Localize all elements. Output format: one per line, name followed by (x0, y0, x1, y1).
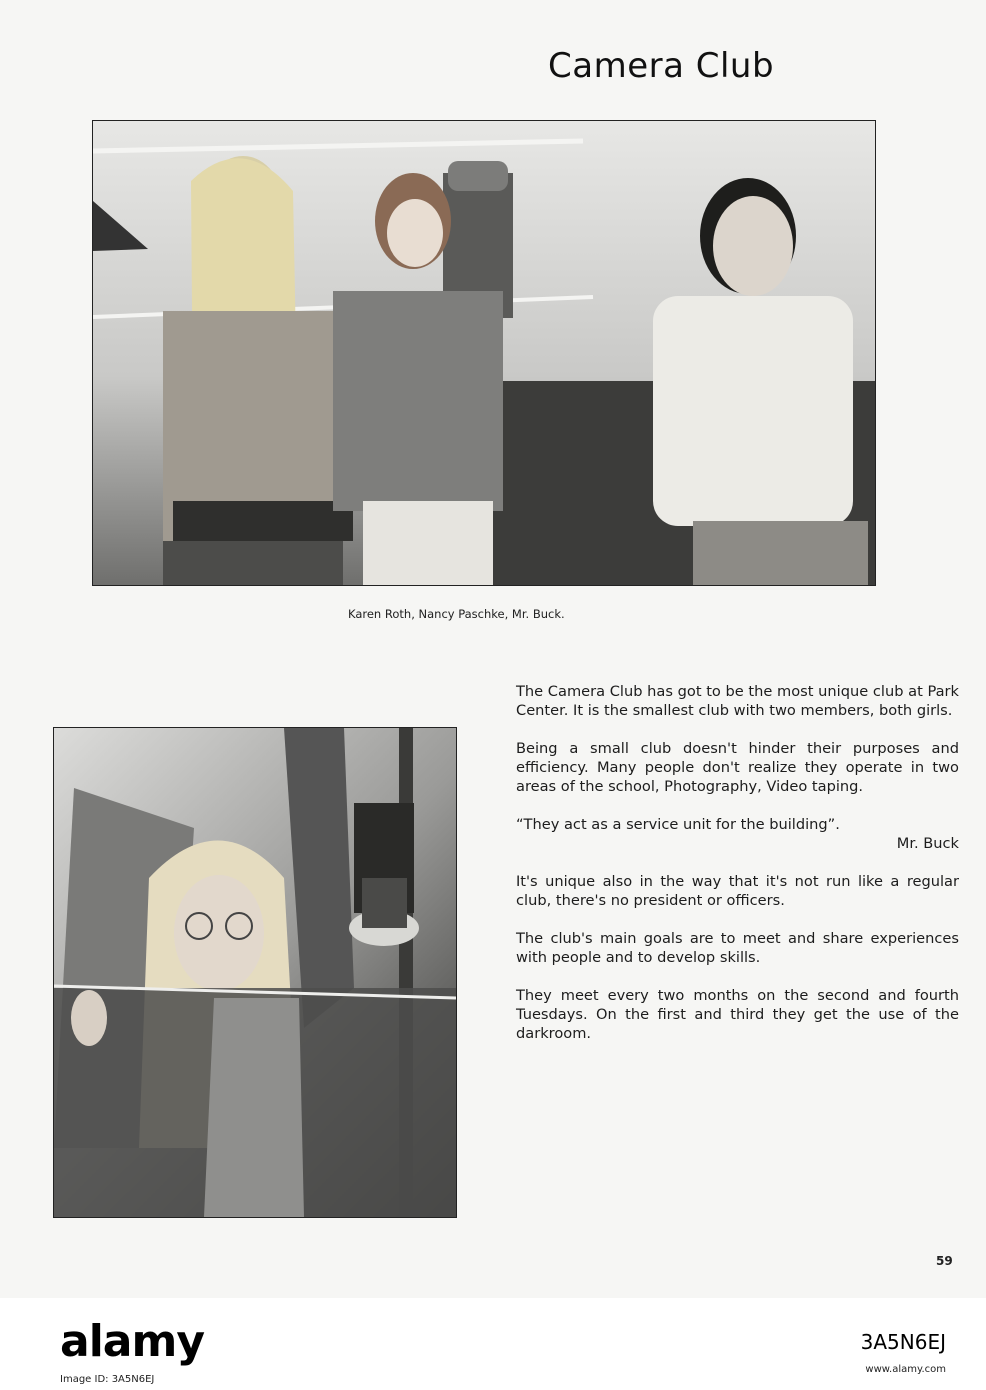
paragraph-intro: The Camera Club has got to be the most unique club at Park Center. It is the smallest club with two members, both girls. (516, 683, 959, 719)
quote-attribution: Mr. Buck (896, 835, 959, 852)
alamy-logo: alamy (60, 1316, 204, 1367)
paragraph-efficiency: Being a small club doesn't hinder their purposes and efficiency. Many people don't realize they operate in two areas of the school, Photography, Video taping. (516, 740, 959, 795)
group-photo (92, 120, 876, 586)
stock-footer (0, 1298, 986, 1390)
paragraph-unique: It's unique also in the way that it's not run like a regular club, there's no president or officers. (516, 873, 959, 909)
paragraph-goals: The club's main goals are to meet and share experiences with people and to develop skills. (516, 930, 959, 966)
page-number: 59 (936, 1254, 953, 1268)
photo-caption: Karen Roth, Nancy Paschke, Mr. Buck. (348, 607, 565, 621)
image-code: 3A5N6EJ (860, 1330, 946, 1354)
paragraph-meetings: They meet every two months on the second and fourth Tuesdays. On the first and third they get the use of the darkroom. (516, 987, 959, 1042)
page-title: Camera Club (548, 46, 775, 86)
quote-text: “They act as a service unit for the building”. (516, 816, 840, 833)
image-id-label: Image ID: 3A5N6EJ (60, 1374, 155, 1385)
footer-url[interactable]: www.alamy.com (865, 1364, 946, 1375)
darkroom-photo (53, 727, 457, 1218)
article-body (516, 682, 959, 1062)
